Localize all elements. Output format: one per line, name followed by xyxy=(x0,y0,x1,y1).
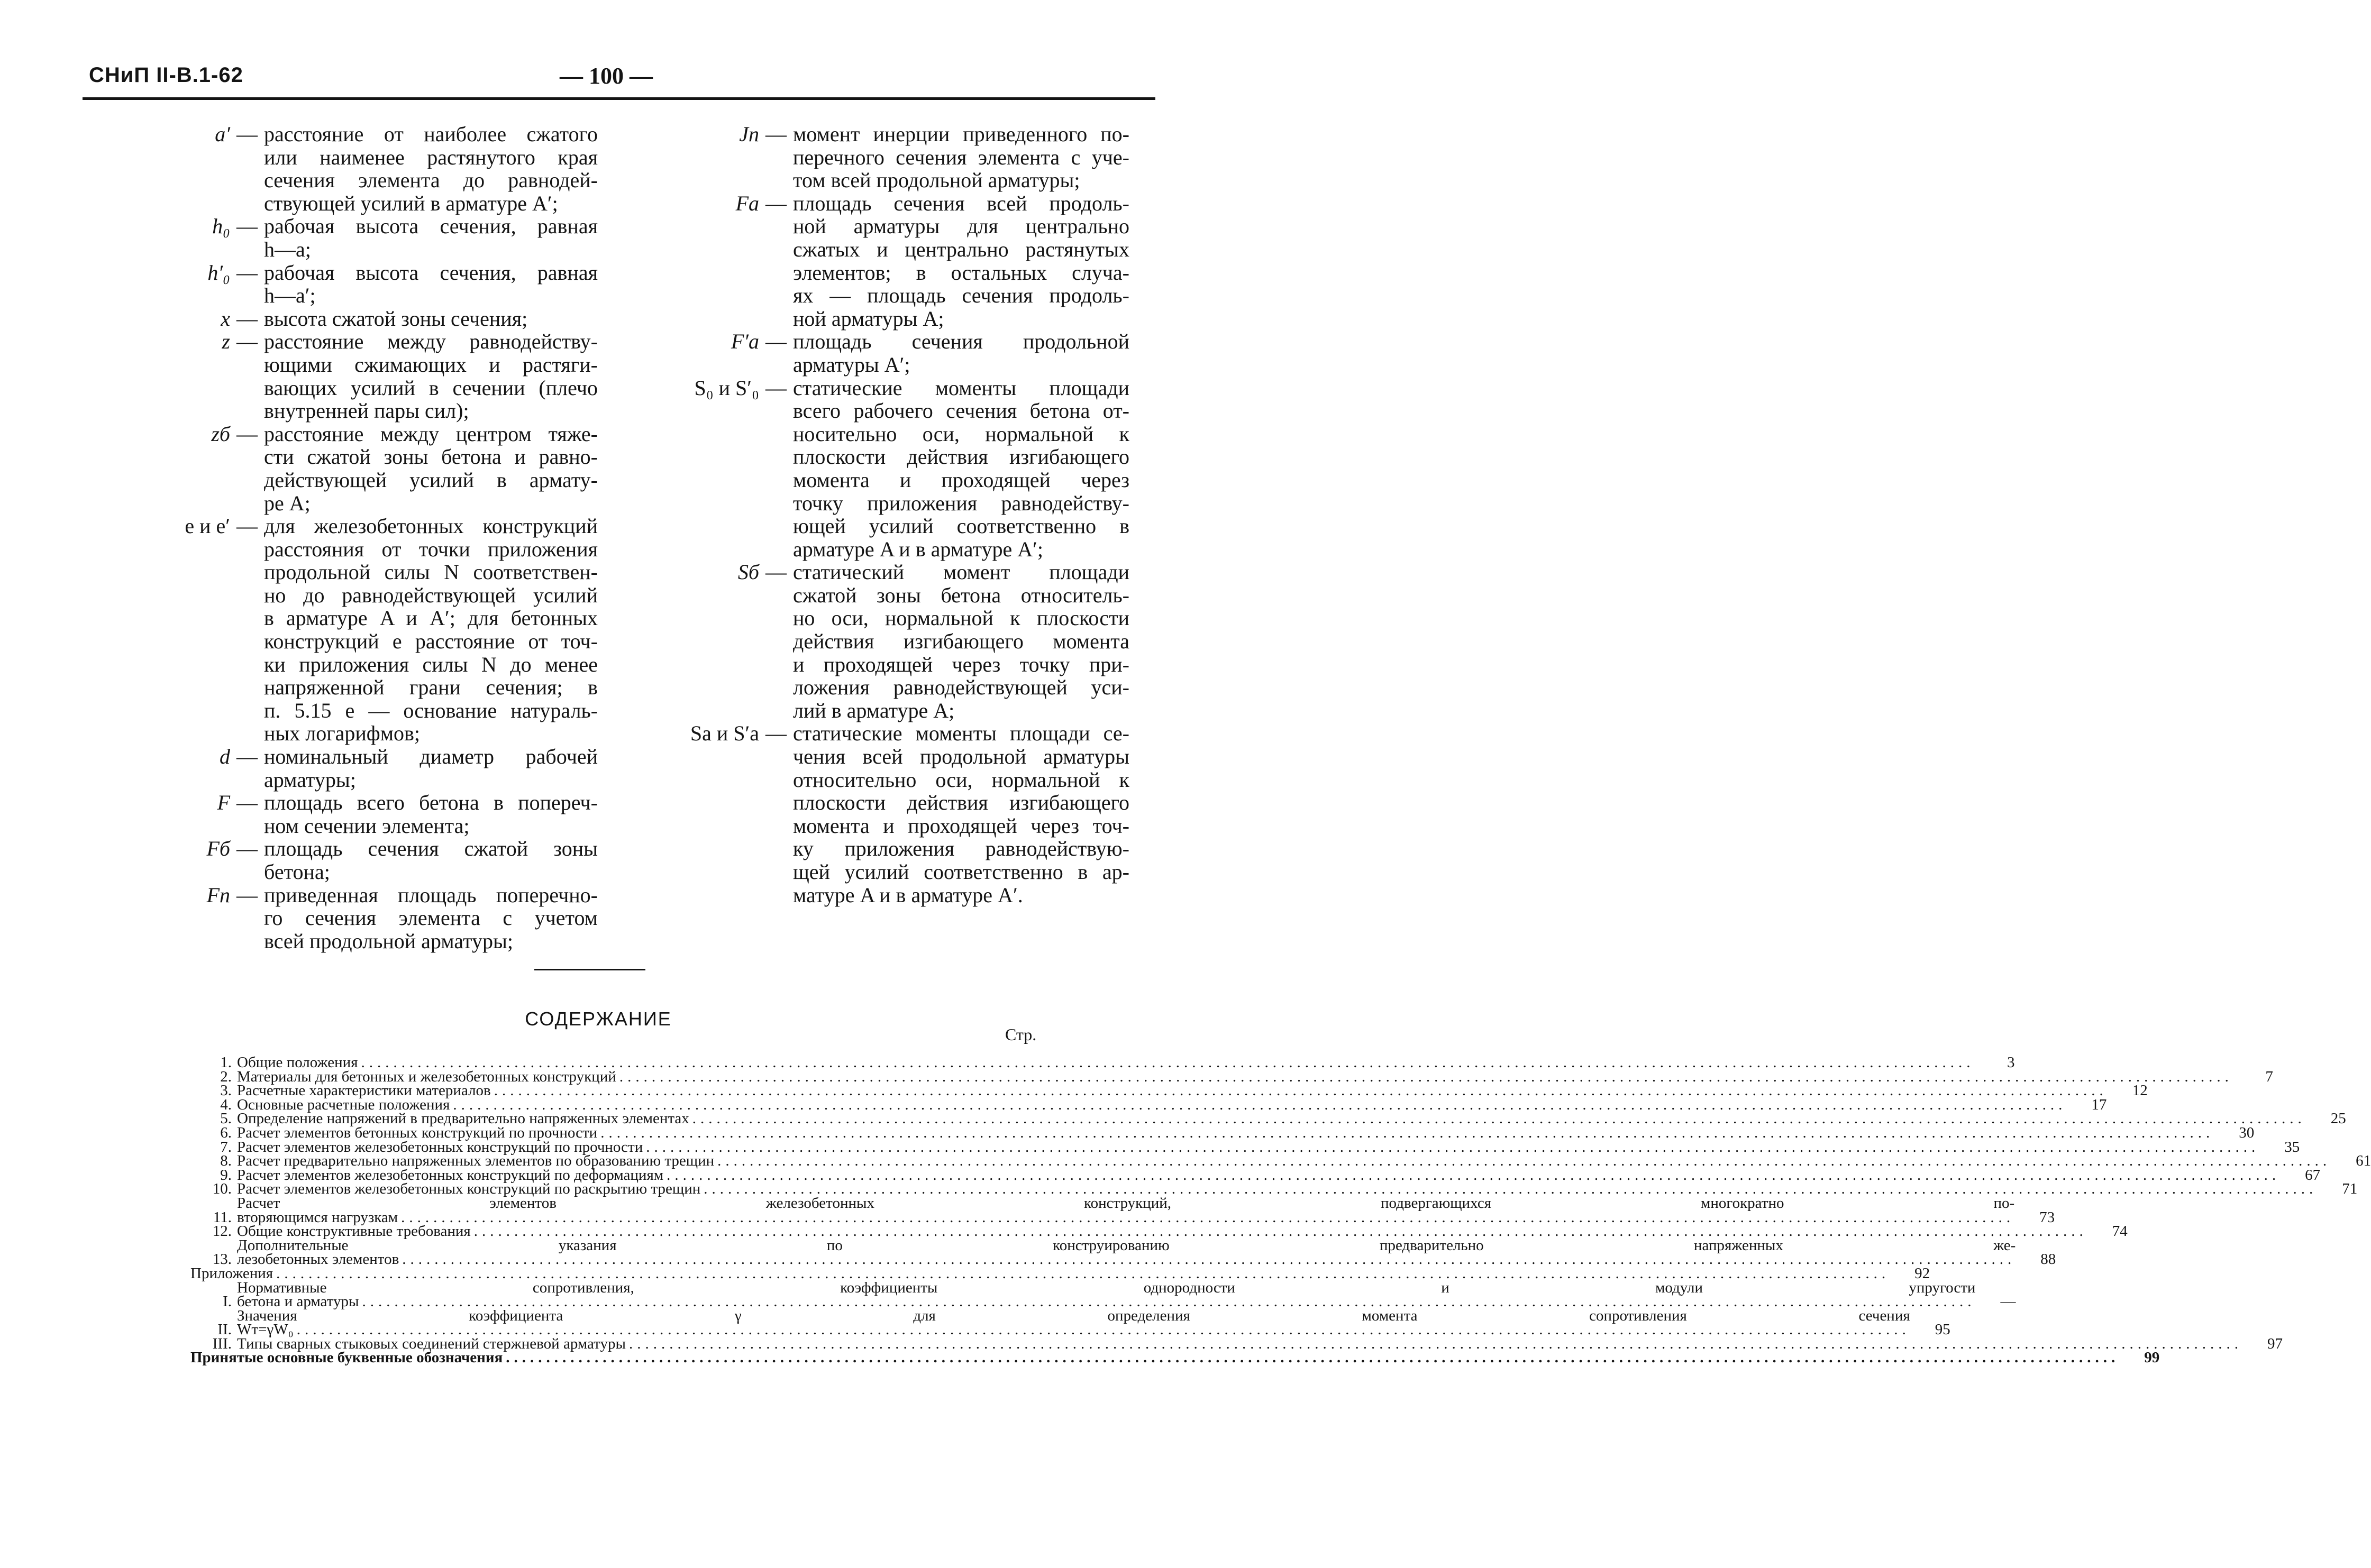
toc-item-title: Расчет элементов бетонных конструкций по прочности ........................................................................................................................................................................................................ xyxy=(237,1124,2214,1141)
definition-line: и проходящей через точку при- xyxy=(793,652,1129,676)
toc-leader-dots: ........................................................................................................................................................................................................ xyxy=(619,1068,2233,1085)
toc-leader-dots: ........................................................................................................................................................................................................ xyxy=(453,1096,2067,1113)
definition-line: плоскости действия изгибающего xyxy=(793,791,1129,815)
em-dash: — xyxy=(236,883,258,907)
toc-item-title-line: Значения коэффициента γ для определения момента сопротивления сечения xyxy=(237,1307,1910,1324)
definition-line: элементов; в остальных случа- xyxy=(793,260,1129,285)
definition-line: ной арматуры для центрально xyxy=(793,214,1129,239)
toc-item xyxy=(190,1307,1950,1338)
definition-text xyxy=(264,423,598,515)
page-number: — 100 — xyxy=(560,63,653,89)
toc-item xyxy=(190,1152,2371,1170)
definition-line: момента и проходящей через точ- xyxy=(793,813,1129,838)
toc-item-title xyxy=(237,1309,1910,1337)
toc-item-title-line: Расчет элементов железобетонных конструкций, подвергающихся многократно по- xyxy=(237,1194,2015,1212)
definition-symbol: Sб xyxy=(737,560,759,584)
toc-item-number: 3. xyxy=(220,1082,232,1099)
definition-line: площадь всего бетона в попереч- xyxy=(264,791,598,815)
toc-item-title: Основные расчетные положения ........................................................................................................................................................................................................ xyxy=(237,1096,2067,1113)
definition-entry xyxy=(90,515,598,745)
definition-text xyxy=(264,307,598,331)
definition-line: чения всей продольной арматуры xyxy=(793,745,1129,769)
definition-line: всей продольной арматуры; xyxy=(264,929,513,953)
toc-item-title-line: бетона и арматуры xyxy=(237,1293,359,1310)
toc-item xyxy=(190,1180,2358,1198)
toc-item xyxy=(190,1335,2283,1352)
definition-line: сжатых и центрально растянутых xyxy=(793,237,1129,261)
toc-item-title: Расчет предварительно напряженных элементов по образованию трещин ........................................................................................................................................................................................................ xyxy=(237,1152,2331,1170)
toc-item-page: 88 xyxy=(2040,1251,2056,1268)
definition-text xyxy=(793,123,1129,192)
em-dash: — xyxy=(236,122,258,146)
definition-text xyxy=(264,123,598,215)
toc-item-title: Определение напряжений в предварительно напряженных элементах ........................................................................................................................................................................................................ xyxy=(237,1110,2306,1127)
definition-line: точку приложения равнодейству- xyxy=(793,491,1129,515)
definition-entry xyxy=(90,745,598,791)
toc-item-page: 92 xyxy=(1914,1264,1930,1282)
toc-item-page: 97 xyxy=(2267,1335,2283,1352)
definition-line: приведенная площадь поперечно- xyxy=(264,883,598,907)
toc-item xyxy=(190,1110,2346,1127)
definition-line: момента и проходящей через xyxy=(793,467,1129,492)
toc-item-number: 5. xyxy=(220,1110,232,1127)
definition-line: площадь сечения продольной xyxy=(793,329,1129,354)
definition-entry xyxy=(90,261,598,307)
toc-item-title xyxy=(237,1281,1975,1309)
em-dash: — xyxy=(765,329,787,354)
em-dash: — xyxy=(236,421,258,446)
definition-line: щей усилий соответственно в ар- xyxy=(793,860,1129,884)
definition-text xyxy=(264,884,598,953)
toc-item-number: 11. xyxy=(213,1208,232,1226)
page-header xyxy=(89,59,1155,99)
definition-line: относительно оси, нормальной к xyxy=(793,767,1129,792)
em-dash: — xyxy=(236,745,258,769)
definition-line: ях — площадь сечения продоль- xyxy=(793,283,1129,308)
toc-item-title: Расчетные характеристики материалов ........................................................................................................................................................................................................ xyxy=(237,1082,2108,1099)
toc-item-number: III. xyxy=(212,1335,232,1352)
definition-line: момент инерции приведенного по- xyxy=(793,122,1129,146)
toc-item-page: 17 xyxy=(2091,1096,2107,1113)
toc-item-page: 95 xyxy=(1935,1321,1950,1338)
definition-line: статические моменты площади xyxy=(793,375,1129,400)
definition-line: h—a′; xyxy=(264,283,316,308)
definition-symbol: a′ xyxy=(215,122,230,146)
toc-leader-dots: ........................................................................................................................................................................................................ xyxy=(667,1166,2281,1184)
definition-line: действующей усилий в армату- xyxy=(264,467,598,492)
toc-item xyxy=(190,1138,2300,1156)
definition-line: действия изгибающего момента xyxy=(793,629,1129,654)
toc-title: СОДЕРЖАНИЕ xyxy=(525,1008,672,1030)
definition-text xyxy=(264,837,598,883)
definition-line: расстояние между центром тяже- xyxy=(264,421,598,446)
em-dash: — xyxy=(236,791,258,815)
toc-item xyxy=(190,1279,2016,1310)
toc-leader-dots: ........................................................................................................................................................................................................ xyxy=(402,1251,2016,1268)
toc-leader-dots: ........................................................................................................................................................................................................ xyxy=(704,1180,2318,1198)
definition-line: продольной силы N соответствен- xyxy=(264,560,598,584)
definition-symbol: e и e′ xyxy=(185,514,230,538)
toc-item-page: 7 xyxy=(2265,1068,2273,1085)
definition-entry xyxy=(630,561,1129,722)
em-dash: — xyxy=(765,191,787,215)
definition-symbol: z xyxy=(222,329,230,354)
toc-item-number: 4. xyxy=(220,1096,232,1113)
document-code: СНиП II-В.1-62 xyxy=(89,63,243,87)
toc-leader-dots: ........................................................................................................................................................................................................ xyxy=(473,1223,2087,1240)
definition-text xyxy=(793,377,1129,561)
definition-line: вающих усилий в сечении (плечо xyxy=(264,375,598,400)
definition-line: ющими сжимающих и растяги- xyxy=(264,352,598,377)
definition-symbol: zб xyxy=(211,421,230,446)
toc-item-title: Типы сварных стыковых соединений стержневой арматуры ........................................................................................................................................................................................................ xyxy=(237,1335,2242,1352)
definition-line: ющей усилий соответственно в xyxy=(793,514,1129,538)
definition-line: перечного сечения элемента с уче- xyxy=(793,145,1129,169)
toc-item-title-line: вторяющимся нагрузкам xyxy=(237,1208,398,1226)
toc-item-number: 1. xyxy=(220,1054,232,1071)
definition-line: но оси, нормальной к плоскости xyxy=(793,606,1129,630)
definition-text xyxy=(793,192,1129,331)
em-dash: — xyxy=(236,514,258,538)
left-column-definitions xyxy=(90,123,598,952)
definition-line: ку приложения равнодействую- xyxy=(793,837,1129,861)
definition-line: п. 5.15 e — основание натураль- xyxy=(264,698,598,722)
definition-text xyxy=(264,745,598,791)
definition-entry xyxy=(630,330,1129,376)
definition-line: рабочая высота сечения, равная xyxy=(264,214,598,239)
table-of-contents xyxy=(190,1054,2371,1367)
toc-item-page: 67 xyxy=(2305,1166,2321,1184)
definition-entry xyxy=(90,837,598,883)
right-column-definitions xyxy=(630,123,1129,906)
definition-text xyxy=(264,215,598,261)
definition-entry xyxy=(90,330,598,422)
header-rule xyxy=(83,97,1155,100)
toc-item-number: 13. xyxy=(212,1251,232,1268)
definition-line: арматуры A′; xyxy=(793,352,910,377)
em-dash: — xyxy=(236,837,258,861)
toc-leader-dots: ........................................................................................................................................................................................................ xyxy=(600,1124,2214,1141)
toc-item-number: 2. xyxy=(220,1068,232,1085)
definition-line: для железобетонных конструкций xyxy=(264,514,598,538)
toc-item xyxy=(190,1194,2055,1226)
toc-item-number: 9. xyxy=(220,1166,232,1184)
definition-symbol: Sа и S′а xyxy=(690,721,759,746)
toc-item-title-line: Дополнительные указания по конструированию предварительно напряженных же- xyxy=(237,1236,2016,1254)
toc-item-page: 35 xyxy=(2284,1138,2300,1156)
toc-leader-dots: ........................................................................................................................................................................................................ xyxy=(296,1321,1910,1338)
definition-line: высота сжатой зоны сечения; xyxy=(264,306,528,331)
definition-line: статические моменты площади се- xyxy=(793,721,1129,746)
toc-leader-dots: ........................................................................................................................................................................................................ xyxy=(628,1335,2242,1352)
toc-item-page: — xyxy=(2000,1293,2016,1310)
definition-line: ной арматуры A; xyxy=(793,306,944,331)
definition-entry xyxy=(630,722,1129,906)
definition-line: сти сжатой зоны бетона и равно- xyxy=(264,445,598,469)
definition-symbol: d xyxy=(220,745,230,769)
section-divider xyxy=(534,969,645,970)
toc-leader-dots: ........................................................................................................................................................................................................ xyxy=(717,1152,2331,1170)
toc-leader-dots: ........................................................................................................................................................................................................ xyxy=(692,1110,2306,1127)
toc-item-title-line: лезобетонных элементов xyxy=(237,1251,399,1268)
toc-item-title: Расчет элементов железобетонных конструкций по прочности ........................................................................................................................................................................................................ xyxy=(237,1138,2260,1156)
definition-line: внутренней пары сил); xyxy=(264,399,469,423)
toc-item-page: 25 xyxy=(2330,1110,2346,1127)
definition-line: ствующей усилий в арматуре A′; xyxy=(264,191,558,215)
definition-line: конструкций e расстояние от точ- xyxy=(264,629,598,654)
definition-line: статический момент площади xyxy=(793,560,1129,584)
toc-item-page: 74 xyxy=(2112,1223,2128,1240)
definition-line: ных логарифмов; xyxy=(264,721,421,746)
definition-line: напряженной грани сечения; в xyxy=(264,675,598,700)
definition-text xyxy=(264,330,598,422)
definition-line: бетона; xyxy=(264,860,330,884)
toc-leader-dots: ........................................................................................................................................................................................................ xyxy=(646,1138,2260,1156)
em-dash: — xyxy=(236,214,258,239)
definition-line: сечения элемента до равнодей- xyxy=(264,168,598,192)
definition-line: ложения равнодействующей уси- xyxy=(793,675,1129,700)
definition-line: или наименее растянутого края xyxy=(264,145,598,169)
toc-leader-dots: ........................................................................................................................................................................................................ xyxy=(494,1082,2108,1099)
definition-line: го сечения элемента с учетом xyxy=(264,906,598,930)
toc-leader-dots: ........................................................................................................................................................................................................ xyxy=(276,1264,1890,1282)
toc-item-title: Материалы для бетонных и железобетонных конструкций ........................................................................................................................................................................................................ xyxy=(237,1068,2233,1085)
toc-item-number: 8. xyxy=(220,1152,232,1170)
definition-line: сжатой зоны бетона относитель- xyxy=(793,583,1129,607)
em-dash: — xyxy=(236,329,258,354)
definition-entry xyxy=(90,307,598,331)
definition-line: в арматуре A и A′; для бетонных xyxy=(264,606,598,630)
definition-line: расстояние между равнодейству- xyxy=(264,329,598,354)
toc-leader-dots: ........................................................................................................................................................................................................ xyxy=(361,1054,1975,1071)
em-dash: — xyxy=(765,721,787,746)
definition-line: том всей продольной арматуры; xyxy=(793,168,1080,192)
toc-item-page: 12 xyxy=(2132,1082,2148,1099)
definition-entry xyxy=(90,884,598,953)
definition-line: плоскости действия изгибающего xyxy=(793,445,1129,469)
definition-line: матуре A и в арматуре A′. xyxy=(793,883,1023,907)
definition-line: площадь сечения всей продоль- xyxy=(793,191,1129,215)
definition-line: ки приложения силы N до менее xyxy=(264,652,598,676)
toc-item-number: 6. xyxy=(220,1124,232,1141)
definition-symbol: h₀ xyxy=(212,214,230,239)
toc-item-page: 99 xyxy=(2144,1349,2160,1367)
definition-line: площадь сечения сжатой зоны xyxy=(264,837,598,861)
definition-line: номинальный диаметр рабочей xyxy=(264,745,598,769)
definition-entry xyxy=(90,423,598,515)
definition-line: лий в арматуре A; xyxy=(793,698,955,722)
definition-line: арматуре A и в арматуре A′; xyxy=(793,537,1043,561)
definition-symbol: Fп xyxy=(206,883,230,907)
toc-item-title: Расчет элементов железобетонных конструкций по раскрытию трещин ........................................................................................................................................................................................................ xyxy=(237,1180,2318,1198)
definition-line: расстояние от наиболее сжатого xyxy=(264,122,598,146)
em-dash: — xyxy=(236,306,258,331)
definition-entry xyxy=(90,215,598,261)
toc-item-page: 30 xyxy=(2239,1124,2255,1141)
toc-item-title: Приложения ........................................................................................................................................................................................................ xyxy=(190,1264,1890,1282)
definition-line: рабочая высота сечения, равная xyxy=(264,260,598,285)
definition-symbol: F′а xyxy=(731,329,759,354)
toc-leader-dots: ........................................................................................................................................................................................................ xyxy=(506,1349,2120,1367)
definition-symbol: Fа xyxy=(735,191,759,215)
definition-symbol: x xyxy=(221,306,230,331)
em-dash: — xyxy=(236,260,258,285)
definition-text xyxy=(264,791,598,837)
toc-item-title xyxy=(237,1196,2014,1224)
toc-item-title: Общие конструктивные требования ........................................................................................................................................................................................................ xyxy=(237,1223,2087,1240)
definition-text xyxy=(264,261,598,307)
toc-item-title-line: Нормативные сопротивления, коэффициенты однородности и модули упругости xyxy=(237,1279,1976,1296)
definition-line: но до равнодействующей усилий xyxy=(264,583,598,607)
definition-text xyxy=(793,330,1129,376)
toc-item xyxy=(190,1236,2056,1268)
definition-entry xyxy=(630,377,1129,561)
definition-text xyxy=(793,722,1129,906)
em-dash: — xyxy=(765,375,787,400)
toc-item-number: 12. xyxy=(212,1223,232,1240)
definition-line: ном сечении элемента; xyxy=(264,813,470,838)
toc-page-header: Стр. xyxy=(1005,1025,1037,1044)
toc-item xyxy=(190,1223,2128,1240)
definition-line: арматуры; xyxy=(264,767,356,792)
definition-line: h—a; xyxy=(264,237,311,261)
toc-item xyxy=(190,1166,2321,1184)
definition-line: ре A; xyxy=(264,491,311,515)
em-dash: — xyxy=(765,560,787,584)
toc-item-title xyxy=(237,1236,2016,1268)
definition-symbol: S₀ и S′₀ xyxy=(694,375,759,400)
toc-item xyxy=(190,1082,2148,1099)
definition-line: носительно оси, нормальной к xyxy=(793,421,1129,446)
toc-leader-dots: ........................................................................................................................................................................................................ xyxy=(362,1293,1976,1310)
toc-item-number: II. xyxy=(217,1321,232,1338)
toc-item-title: Расчет элементов железобетонных конструкций по деформациям ........................................................................................................................................................................................................ xyxy=(237,1166,2281,1184)
toc-item-number: 10. xyxy=(212,1180,232,1198)
definition-text xyxy=(793,561,1129,722)
definition-entry xyxy=(90,791,598,837)
toc-item-page: 71 xyxy=(2342,1180,2358,1198)
definition-symbol: h′₀ xyxy=(207,260,230,285)
definition-line: расстояния от точки приложения xyxy=(264,537,598,561)
definition-line: всего рабочего сечения бетона от- xyxy=(793,399,1129,423)
definition-symbol: F xyxy=(217,791,230,815)
toc-item xyxy=(190,1124,2255,1141)
toc-item-title: Общие положения ........................................................................................................................................................................................................ xyxy=(237,1054,1975,1071)
toc-item xyxy=(190,1054,2015,1071)
toc-item-page: 3 xyxy=(2007,1054,2015,1071)
definition-entry xyxy=(630,123,1129,192)
toc-item-number: I. xyxy=(223,1293,232,1310)
toc-item-page: 73 xyxy=(2039,1208,2055,1226)
toc-leader-dots: ........................................................................................................................................................................................................ xyxy=(401,1208,2015,1226)
toc-item xyxy=(190,1349,2160,1367)
toc-item xyxy=(190,1264,1930,1282)
toc-item xyxy=(190,1068,2273,1085)
definition-entry xyxy=(90,123,598,215)
toc-item-title-line: Wт=γW₀ xyxy=(237,1321,294,1338)
definition-symbol: Jп xyxy=(739,122,759,146)
definition-text xyxy=(264,515,598,745)
toc-item-number: 7. xyxy=(220,1138,232,1156)
em-dash: — xyxy=(765,122,787,146)
toc-item xyxy=(190,1096,2107,1113)
definition-entry xyxy=(630,192,1129,331)
toc-item-title: Принятые основные буквенные обозначения ........................................................................................................................................................................................................ xyxy=(190,1349,2120,1367)
definition-symbol: Fб xyxy=(206,837,230,861)
toc-item-page: 61 xyxy=(2356,1152,2371,1170)
